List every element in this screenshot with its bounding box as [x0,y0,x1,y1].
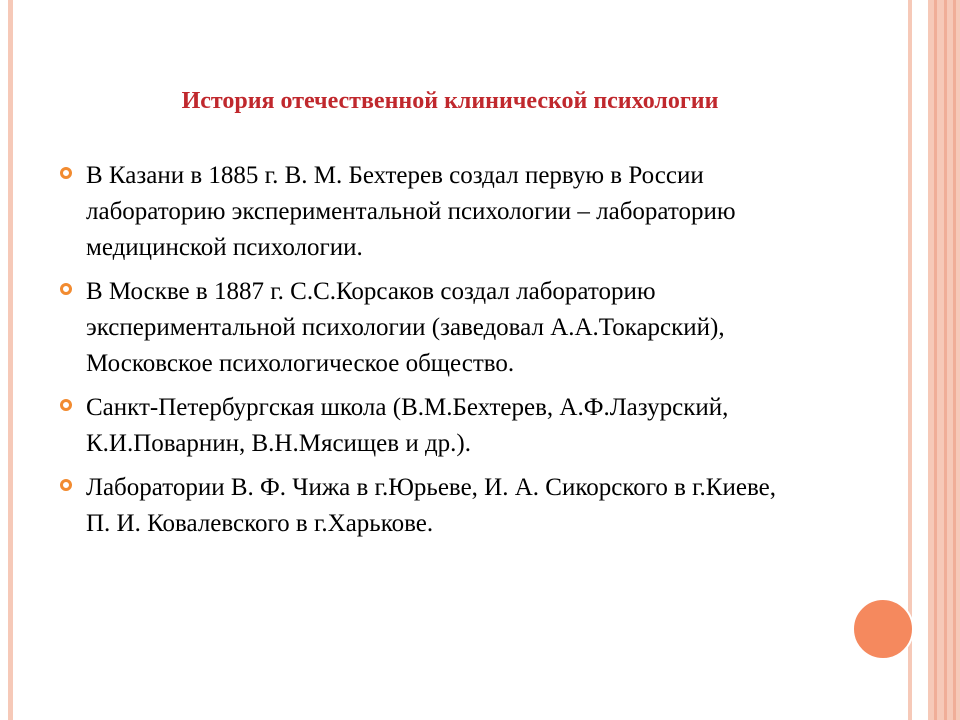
bullet-text: Санкт-Петербургская школа (В.М.Бехтерев, А.Ф.Лазурский, К.И.Поварнин, В.Н.Мясищев и др.). [86,394,729,457]
decorative-circle [852,598,914,660]
bullet-item [60,470,780,542]
frame-right-stripe-3 [953,0,956,720]
bullet-item [60,158,780,266]
slide-title: История отечественной клинической психологии [181,88,719,114]
frame-right-stripe-1 [934,0,937,720]
frame-left-stripe [8,0,13,720]
bullet-circle-icon [60,399,72,411]
bullet-circle-icon [60,167,72,179]
bullet-text: В Казани в 1885 г. В. М. Бехтерев создал первую в России лабораторию экспериментальной психологии – лабораторию медицинской психологии. [86,162,736,261]
frame-right-stripe-2 [944,0,947,720]
bullet-text: В Москве в 1887 г. С.С.Корсаков создал лабораторию экспериментальной психологии (заведовал А.А.Токарский), Московское психологическое общество. [86,278,725,377]
bullet-text: Лаборатории В. Ф. Чижа в г.Юрьеве, И. А. Сикорского в г.Киеве, П. И. Ковалевского в г.Харькове. [86,474,776,537]
bullet-item [60,390,780,462]
bullet-item [60,274,780,382]
bullet-circle-icon [60,283,72,295]
bullet-list [60,158,780,550]
bullet-circle-icon [60,479,72,491]
